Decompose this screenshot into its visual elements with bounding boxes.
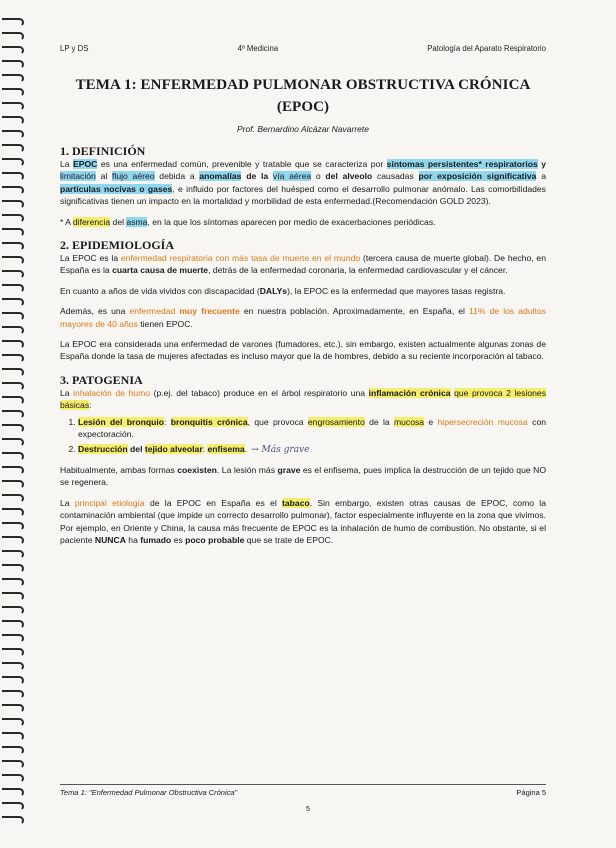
spiral-coil xyxy=(2,326,24,335)
list-item: 1. Lesión del bronquio: bronquitis crónica, que provoca engrosamiento de la mucosa e hipersecreción mucosa con expectoración. xyxy=(78,416,546,441)
spiral-coil xyxy=(2,564,24,573)
spiral-coil xyxy=(2,340,24,349)
spiral-coil xyxy=(2,662,24,671)
spiral-coil xyxy=(2,732,24,741)
spiral-coil xyxy=(2,410,24,419)
epidemiologia-paragraph-2: En cuanto a años de vida vividos con discapacidad (DALYs), la EPOC es la enfermedad que mayores tasas registra. xyxy=(60,285,506,296)
patogenia-paragraph-1: La inhalación de humo (p.ej. del tabaco) produce en el árbol respiratorio una inflamación crónica que provoca 2 lesiones básicas: xyxy=(60,387,546,411)
page-content xyxy=(60,44,546,546)
spiral-coil xyxy=(2,494,24,503)
header-left: LP y DS xyxy=(60,44,89,53)
epidemiologia-paragraph-1: La EPOC es la enfermedad respiratoria con más tasa de muerte en el mundo (tercera causa de muerte global). De hecho, en España es la cuarta causa de muerte, detrás de la enfermedad coronaria, la enfermedad cardiovascular y el cáncer. xyxy=(60,253,546,276)
spiral-coil xyxy=(2,130,24,139)
patogenia-paragraph-3: La principal etiología de la EPOC en España es el tabaco. Sin embargo, existen otras causas de EPOC, como la contaminación ambiental (que impide un correcto desarrollo pulmonar), factor especialmente influyente en la zona que vivimos. Por ejemplo, en Oriente y China, la causa más frecuente de EPOC es la inhalación de humo de combustión. No obstante, si el paciente NUNCA ha fumado es poco probable que se trate de EPOC. xyxy=(60,497,547,545)
spiral-coil xyxy=(2,774,24,783)
author: Prof. Bernardino Alcázar Navarrete xyxy=(237,124,369,134)
spiral-coil xyxy=(2,144,24,153)
spiral-coil xyxy=(2,298,24,307)
footer-left: Tema 1: "Enfermedad Pulmonar Obstructiva Crónica" xyxy=(60,788,238,797)
definicion-paragraph: La EPOC es una enfermedad común, prevenible y tratable que se caracteriza por síntomas persistentes* respiratorios y limitación al flujo aéreo debida a anomalías de la vía aérea o del alveolo causadas por exposición significativa a partículas nocivas o gases, e influido por factores del huésped como el desarrollo pulmonar anómalo. Las comorbilidades significativas tienen un impacto en la mortalidad y morbilidad de esta enfermedad.(Recomendación GOLD 2023). xyxy=(60,159,547,207)
spiral-coil xyxy=(2,396,24,405)
spiral-coil xyxy=(2,200,24,209)
spiral-coil xyxy=(2,354,24,363)
spiral-coil xyxy=(2,74,24,83)
spiral-coil xyxy=(2,816,24,825)
spiral-coil xyxy=(2,186,24,195)
spiral-coil xyxy=(2,102,24,111)
spiral-coil xyxy=(2,550,24,559)
lesiones-list xyxy=(78,416,546,456)
page-title xyxy=(60,74,546,118)
spiral-coil xyxy=(2,788,24,797)
definicion-note: * A diferencia del asma, en la que los síntomas aparecen por medio de exacerbaciones periódicas. xyxy=(60,216,436,227)
spiral-coil xyxy=(2,480,24,489)
spiral-coil xyxy=(2,32,24,41)
spiral-coil xyxy=(2,466,24,475)
spiral-coil xyxy=(2,690,24,699)
spiral-coil xyxy=(2,172,24,181)
header-right: Patología del Aparato Respiratorio xyxy=(427,44,546,53)
spiral-coil xyxy=(2,704,24,713)
section-heading-patogenia: 3. PATOGENIA xyxy=(60,372,143,387)
handwritten-note: → Más grave xyxy=(251,444,310,455)
spiral-coil xyxy=(2,18,24,27)
epidemiologia-paragraph-4: La EPOC era considerada una enfermedad de varones (fumadores, etc.), sin embargo, existen actualmente algunas zonas de España donde la tasa de mujeres afectadas es incluso mayor que la de hombres, debido a su reciente incorporación al tabaco. xyxy=(60,339,546,362)
spiral-coil xyxy=(2,382,24,391)
spiral-coil xyxy=(2,438,24,447)
spiral-coil xyxy=(2,214,24,223)
spiral-coil xyxy=(2,60,24,69)
list-item: 2. Destrucción del tejido alveolar: enfisema. → Más grave xyxy=(78,443,546,456)
spiral-binding xyxy=(0,18,26,838)
spiral-coil xyxy=(2,648,24,657)
spiral-coil xyxy=(2,424,24,433)
spiral-coil xyxy=(2,676,24,685)
epidemiologia-paragraph-3: Además, es una enfermedad muy frecuente en nuestra población. Aproximadamente, en España, el 11% de los adultos mayores de 40 años tienen EPOC. xyxy=(60,306,546,329)
title-line-1: TEMA 1: ENFERMEDAD PULMONAR OBSTRUCTIVA CRÓNICA xyxy=(75,77,531,93)
section-heading-epidemiologia: 2. EPIDEMIOLOGÍA xyxy=(60,238,175,253)
spiral-coil xyxy=(2,452,24,461)
spiral-coil xyxy=(2,536,24,545)
spiral-coil xyxy=(2,578,24,587)
spiral-coil xyxy=(2,256,24,265)
spiral-coil xyxy=(2,606,24,615)
spiral-coil xyxy=(2,718,24,727)
page-number: 5 xyxy=(306,806,310,813)
spiral-coil xyxy=(2,242,24,251)
header-center: 4º Medicina xyxy=(237,44,279,53)
page-header xyxy=(60,44,546,58)
spiral-coil xyxy=(2,284,24,293)
spiral-coil xyxy=(2,760,24,769)
section-heading-definicion: 1. DEFINICIÓN xyxy=(60,144,146,158)
spiral-coil xyxy=(2,522,24,531)
spiral-coil xyxy=(2,88,24,97)
footer-page-label: Página 5 xyxy=(516,788,546,797)
spiral-coil xyxy=(2,620,24,629)
spiral-coil xyxy=(2,116,24,125)
spiral-coil xyxy=(2,368,24,377)
title-line-2: (EPOC) xyxy=(276,99,330,115)
spiral-coil xyxy=(2,270,24,279)
spiral-coil xyxy=(2,592,24,601)
page-footer xyxy=(60,784,546,797)
spiral-coil xyxy=(2,228,24,237)
spiral-coil xyxy=(2,312,24,321)
spiral-coil xyxy=(2,634,24,643)
patogenia-paragraph-2: Habitualmente, ambas formas coexisten. La lesión más grave es el enfisema, pues implica la destrucción de un tejido que NO se regenera. xyxy=(60,464,547,488)
spiral-coil xyxy=(2,46,24,55)
spiral-coil xyxy=(2,746,24,755)
spiral-coil xyxy=(2,508,24,517)
spiral-coil xyxy=(2,158,24,167)
